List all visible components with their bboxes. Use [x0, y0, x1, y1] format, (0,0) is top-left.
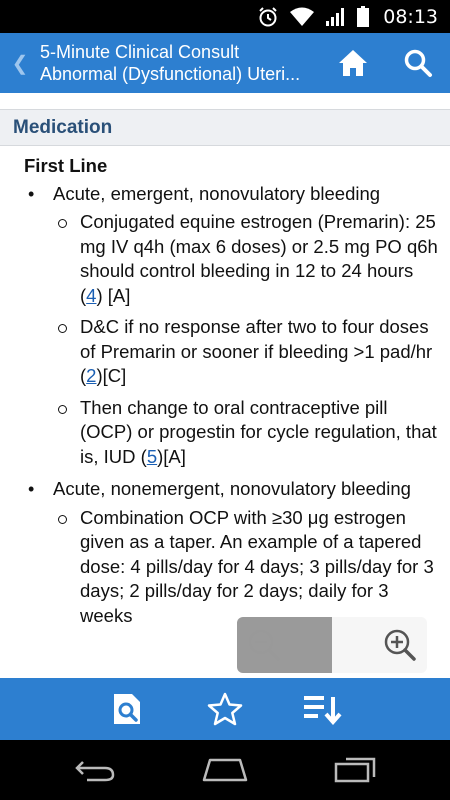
nav-recents-button[interactable] [315, 740, 395, 800]
section-header [0, 109, 450, 146]
reference-link[interactable]: 4 [86, 284, 97, 306]
zoom-in-icon [383, 628, 417, 662]
subhead: First Line [24, 155, 108, 176]
bookmark-button[interactable] [177, 678, 274, 740]
zoom-out-button[interactable] [237, 617, 332, 673]
list-item: D&C if no response after two to four doses of Premarin or sooner if bleeding >1 pad/hr (2)[C] [53, 315, 440, 389]
recents-icon [334, 757, 376, 783]
app-bar [0, 33, 450, 93]
app-title-line1: 5-Minute Clinical Consult [40, 42, 240, 62]
search-icon [403, 48, 433, 78]
list-item: • Acute, nonemergent, nonovulatory bleeding Combination OCP with ≥30 μg estrogen given as a taper. An example of a tapered dose: 4 pills/day for 4 days; 3 pills/day for 3 days; 2 pills/day for 2 days; daily for 3 weeks [24, 477, 440, 628]
find-in-page-button[interactable] [80, 678, 177, 740]
list-item: Then change to oral contraceptive pill (OCP) or progestin for cycle regulation, that is, IUD (5)[A] [53, 396, 440, 470]
section-title: Medication [13, 116, 113, 138]
bottom-toolbar [0, 678, 450, 740]
find-in-page-icon [112, 692, 144, 726]
nav-back-button[interactable] [55, 740, 135, 800]
list-item: Combination OCP with ≥30 μg estrogen given as a taper. An example of a tapered dose: 4 pills/day for 4 days; 3 pills/day for 3 days; 2 pills/day for 2 days; daily for 3 weeks [53, 506, 440, 629]
zoom-out-icon [247, 628, 281, 662]
list-item: • Acute, emergent, nonovulatory bleeding Conjugated equine estrogen (Premarin): 25 mg IV q4h (max 6 doses) or 2.5 mg PO q6h should control bleeding in 12 to 24 hours (4) [A] D&C if no response after two to four doses of Premarin or sooner if bleeding >1 pad/hr (2)[C] Then change to oral contraceptive pill (OCP) or progestin for cycle regulation, that is, IUD (5)[A] [24, 182, 440, 470]
home-button[interactable] [320, 33, 385, 93]
wifi-icon [289, 7, 315, 27]
zoom-in-button[interactable] [332, 617, 427, 673]
zoom-control [237, 617, 427, 673]
system-nav-bar [0, 740, 450, 800]
alarm-icon [257, 6, 279, 28]
signal-icon [325, 7, 347, 27]
nav-home-button[interactable] [185, 740, 265, 800]
status-bar [0, 0, 450, 33]
battery-icon [357, 6, 369, 27]
search-button[interactable] [385, 33, 450, 93]
status-time: 08:13 [383, 5, 438, 28]
home-icon [337, 48, 369, 78]
article-body [0, 146, 450, 628]
reference-link[interactable]: 2 [86, 365, 97, 386]
content-area[interactable] [0, 93, 450, 678]
home-icon [202, 758, 248, 782]
star-icon [207, 692, 243, 726]
outline-button[interactable] [274, 678, 371, 740]
back-chevron-icon[interactable]: ❮ [11, 52, 29, 75]
reference-link[interactable]: 5 [146, 445, 158, 467]
list-item: Conjugated equine estrogen (Premarin): 25 mg IV q4h (max 6 doses) or 2.5 mg PO q6h should control bleeding in 12 to 24 hours (4) [A] [53, 210, 440, 308]
outline-list-icon [302, 693, 342, 725]
app-title [40, 41, 320, 85]
app-title-line2: Abnormal (Dysfunctional) Uteri... [40, 64, 301, 84]
back-icon [73, 758, 117, 782]
